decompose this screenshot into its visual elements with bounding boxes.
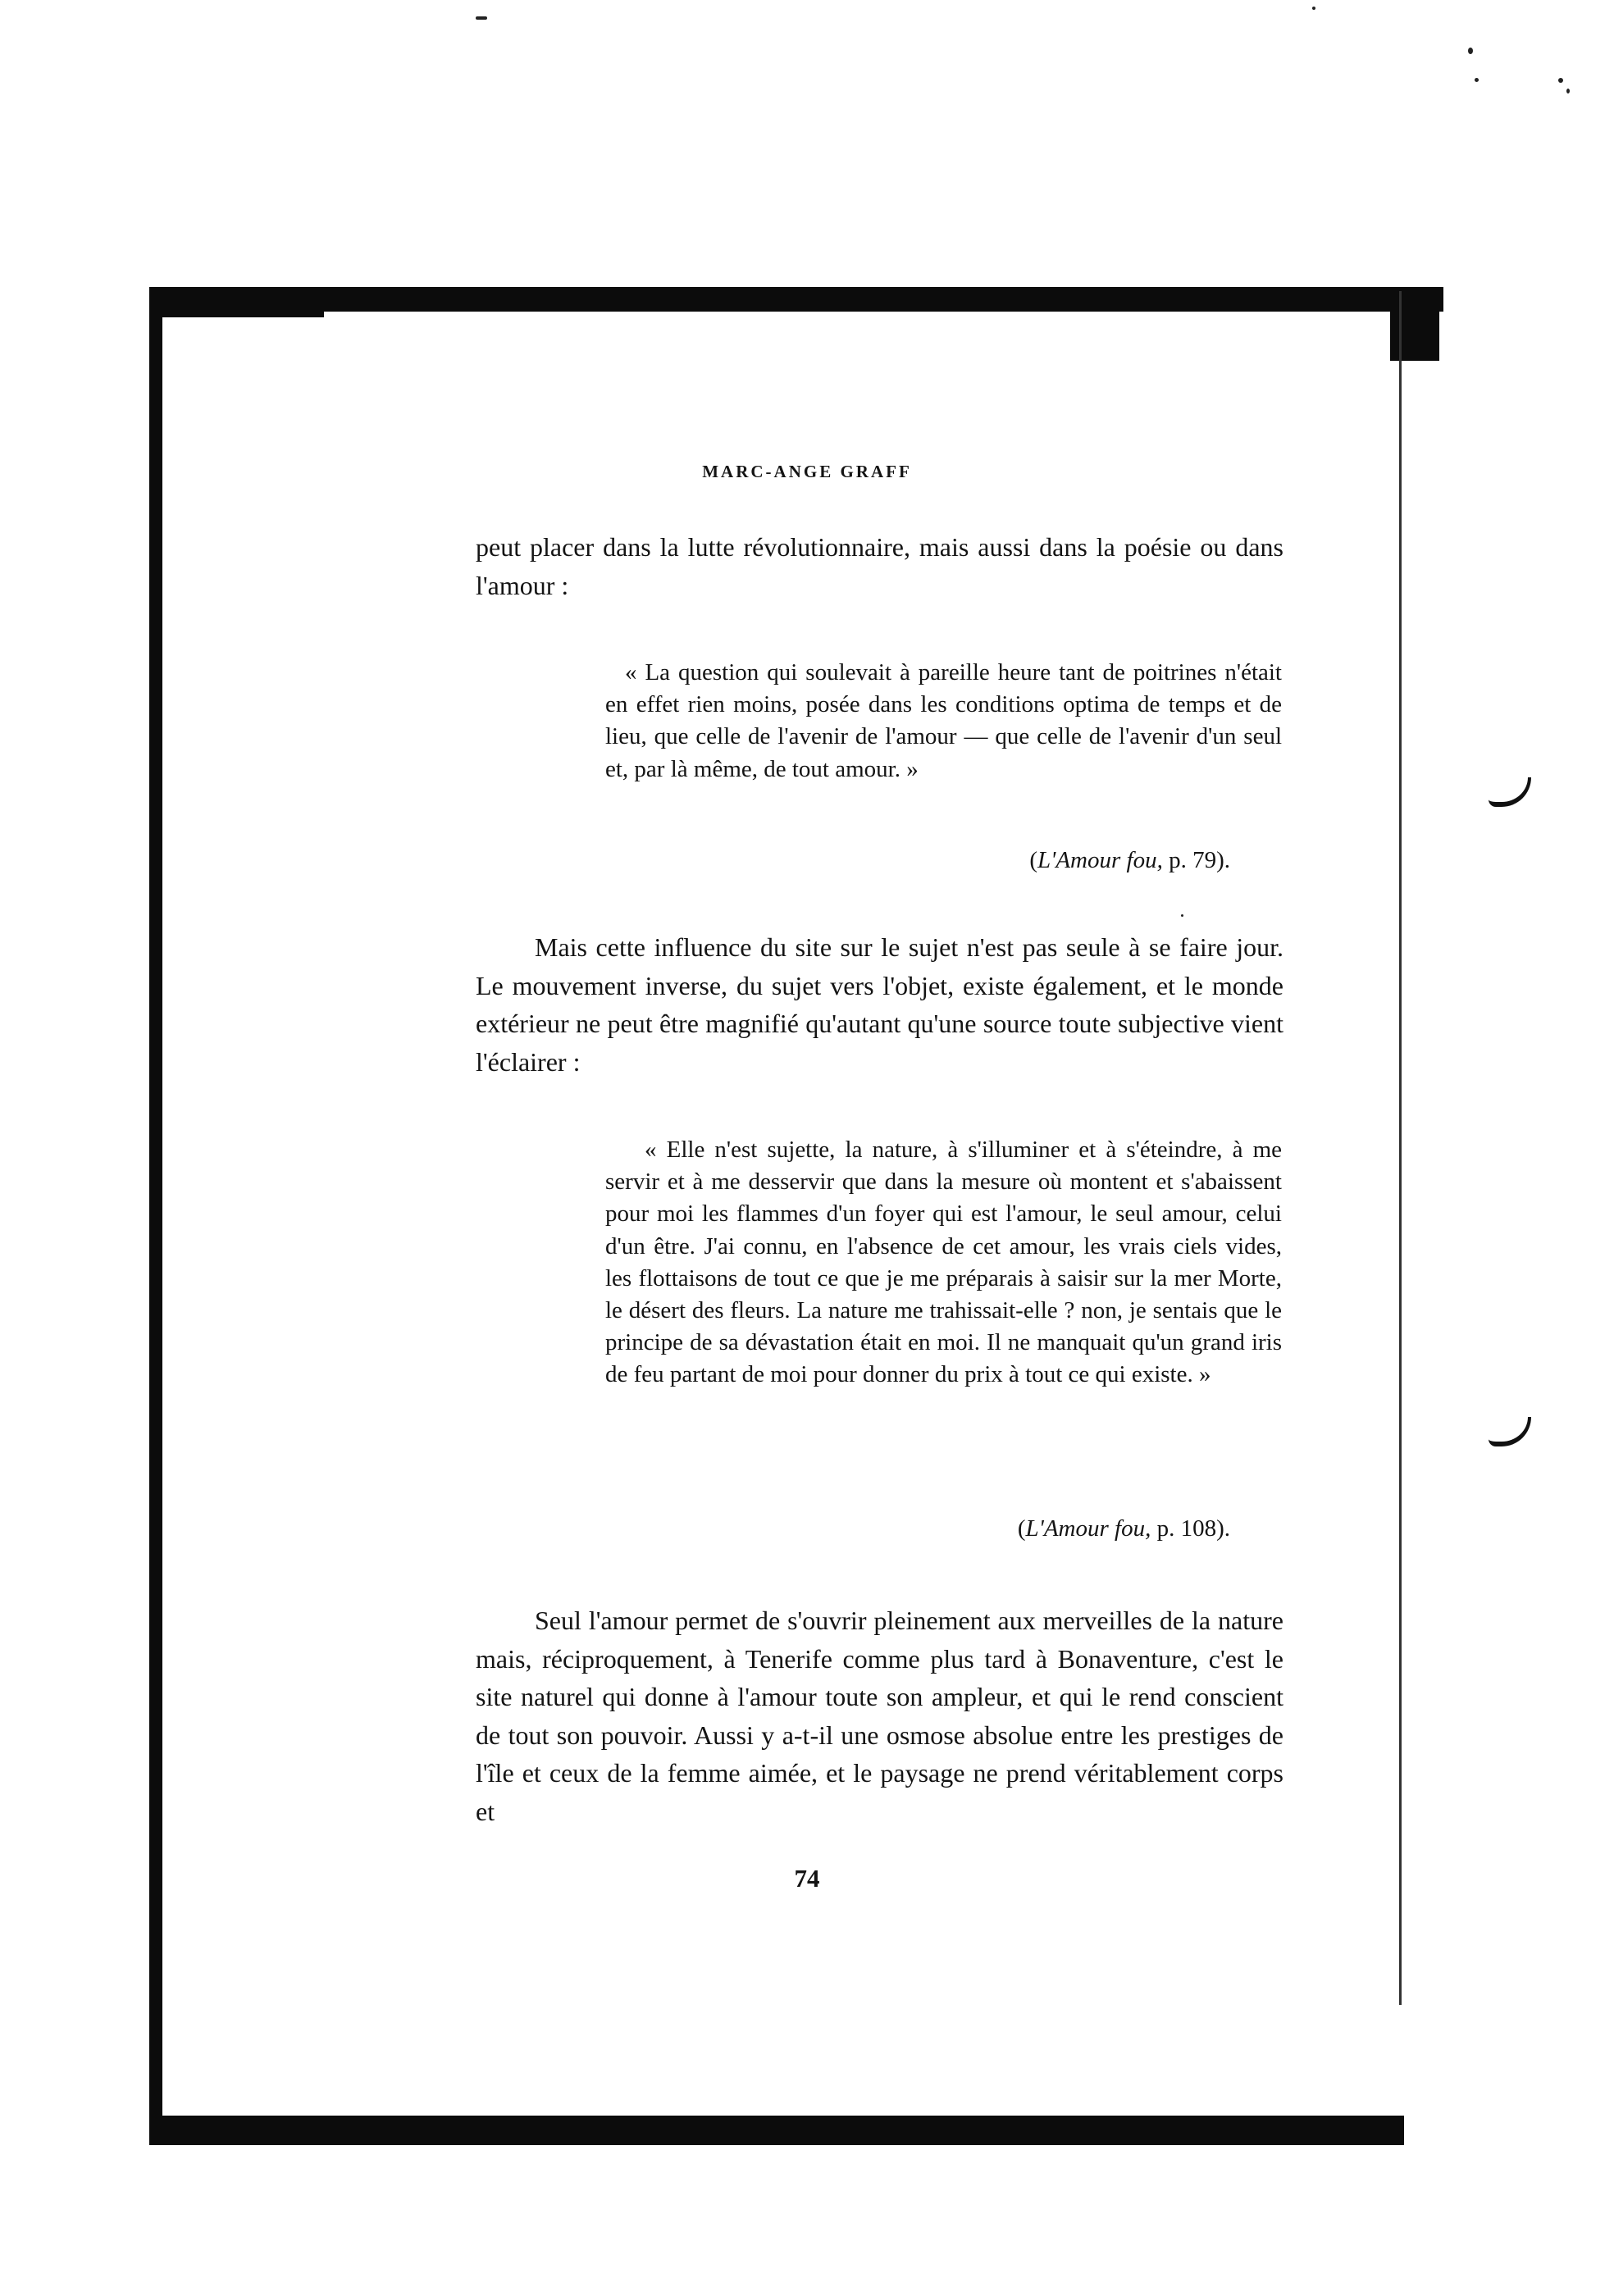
scan-speck (1558, 78, 1563, 83)
scan-speck (1181, 914, 1183, 917)
page-number: 74 (794, 1864, 820, 1893)
scan-frame-left (149, 287, 162, 2128)
citation-page: p. 79). (1162, 847, 1230, 873)
citation-work-title: L'Amour fou, (1025, 1515, 1151, 1542)
scan-frame-right (1399, 291, 1402, 2005)
citation-open: ( (1017, 1515, 1026, 1542)
scan-frame-corner (1390, 287, 1439, 361)
running-head: MARC-ANGE GRAFF (702, 462, 912, 481)
quote-citation (1029, 844, 1230, 877)
citation-work-title: L'Amour fou, (1037, 847, 1163, 873)
body-paragraph: Mais cette influence du site sur le sujet n'est pas seule à se faire jour. Le mouvement inverse, du sujet vers l'objet, existe également, et le monde extérieur ne peut être magnifié qu'autant qu'une source toute subjective vient l'éclairer : (476, 932, 1283, 1077)
citation-open: ( (1029, 847, 1037, 873)
scan-curl-mark (1489, 1417, 1531, 1446)
block-quote: « La question qui soulevait à pareille heure tant de poitrines n'était en effet rien moins, posée dans les conditions optima de temps et de lieu, que celle de l'avenir de l'amour — que celle de l'avenir d'un seul et, par là même, de tout amour. » (605, 659, 1282, 782)
scan-frame-top-notch (152, 308, 324, 317)
scan-speck (1566, 89, 1570, 93)
scan-speck (1475, 78, 1479, 82)
scan-frame-top (152, 287, 1443, 312)
body-paragraph: Seul l'amour permet de s'ouvrir pleinement aux merveilles de la nature mais, réciproquement, à Tenerife comme plus tard à Bonaventure, c'est le site naturel qui donne à l'amour toute son ampleur, et qui le rend conscient de tout son pouvoir. Aussi y a-t-il une osmose absolue entre les prestiges de l'île et ceux de la femme aimée, et le paysage ne prend véritablement corps et (476, 1606, 1283, 1826)
body-paragraph: peut placer dans la lutte révolutionnaire, mais aussi dans la poésie ou dans l'amour : (476, 532, 1283, 600)
scan-speck (1312, 7, 1315, 10)
scan-speck (476, 16, 487, 20)
scan-curl-mark (1489, 777, 1531, 807)
quote-citation (1018, 1512, 1230, 1545)
citation-page: p. 108). (1151, 1515, 1230, 1542)
scan-frame-bottom (149, 2116, 1404, 2145)
scan-speck (1468, 48, 1473, 54)
block-quote: « Elle n'est sujette, la nature, à s'illuminer et à s'éteindre, à me servir et à me desservir que dans la mesure où montent et s'abaissent pour moi les flammes d'un foyer qui est l'amour, le seul amour, celui d'un être. J'ai connu, en l'absence de cet amour, les vrais ciels vides, les flottaisons de tout ce que je me préparais à saisir sur la mer Morte, le désert des fleurs. La nature me trahissait-elle ? non, je sentais que le principe de sa dévastation était en moi. Il ne manquait qu'un grand iris de feu partant de moi pour donner du prix à tout ce qui existe. » (605, 1137, 1282, 1388)
